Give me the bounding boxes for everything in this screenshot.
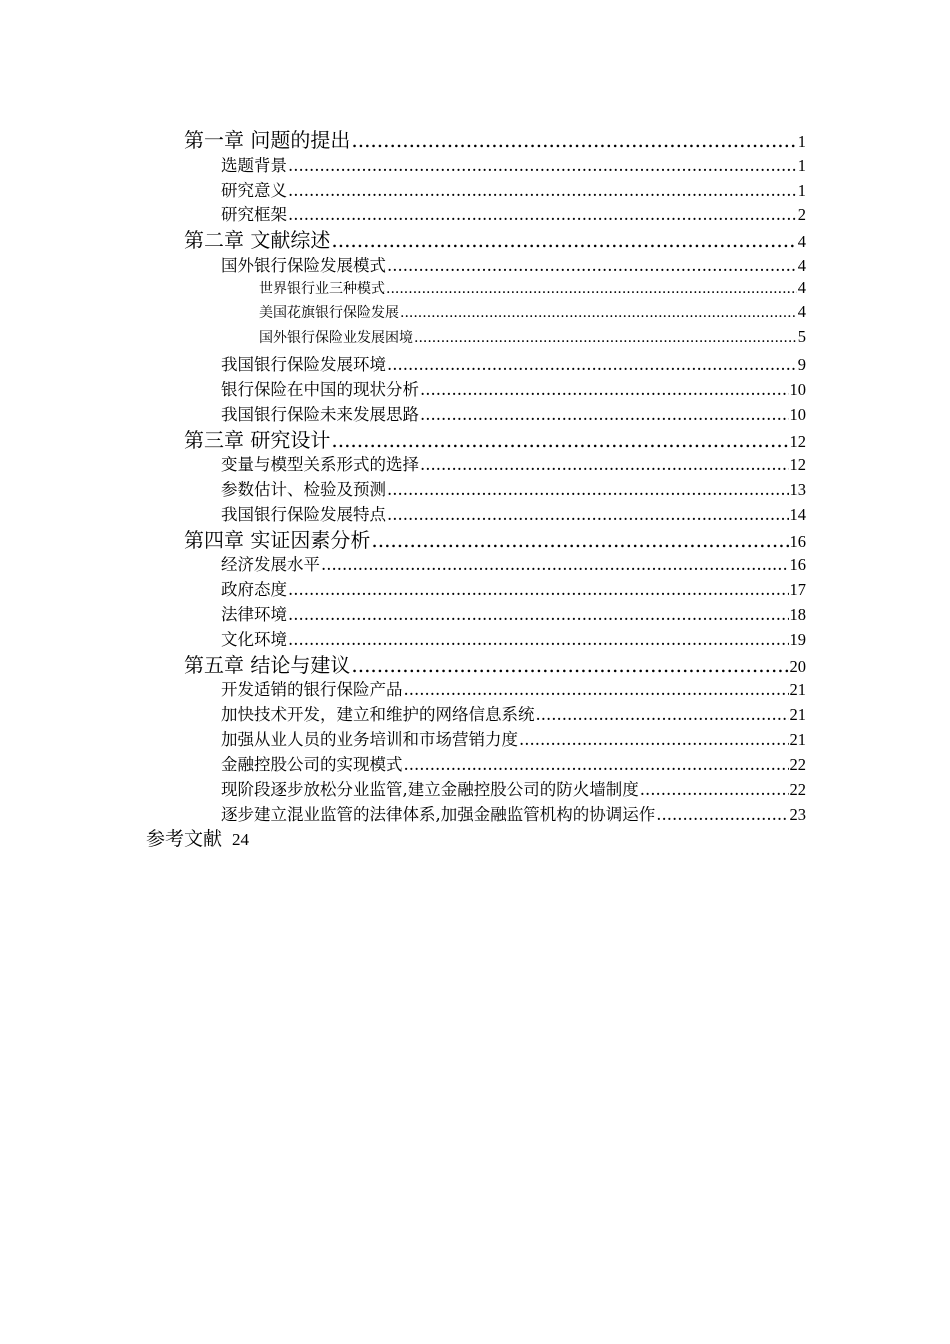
toc-entry-page: 2	[797, 205, 806, 224]
toc-entry-page: 9	[797, 355, 806, 374]
dot-leader	[288, 605, 789, 624]
toc-entry[interactable]	[221, 551, 806, 575]
toc-entry[interactable]	[221, 726, 806, 750]
dot-leader	[351, 653, 788, 677]
references-page: 24	[232, 830, 250, 849]
toc-entry-title: 开发适销的银行保险产品	[221, 680, 403, 699]
dot-leader	[387, 480, 789, 499]
toc-entry-page: 21	[789, 680, 806, 699]
toc-entry-page: 4	[797, 232, 806, 251]
toc-entry-title: 研究意义	[221, 181, 287, 200]
toc-entry-page: 20	[789, 657, 806, 676]
dot-leader	[387, 256, 797, 275]
toc-entry-page: 10	[789, 380, 806, 399]
dot-leader	[288, 181, 797, 200]
toc-entry[interactable]	[221, 152, 806, 176]
toc-entry-title: 文化环境	[221, 630, 287, 649]
dot-leader	[321, 555, 789, 574]
toc-entry[interactable]	[221, 676, 806, 700]
toc-entry[interactable]	[221, 576, 806, 600]
toc-entry-title: 加强从业人员的业务培训和市场营销力度	[221, 730, 518, 749]
toc-entry-title: 世界银行业三种模式	[259, 281, 385, 297]
toc-entry-title: 第一章 问题的提出	[184, 128, 351, 152]
toc-entry-title: 法律环境	[221, 605, 287, 624]
toc-entry-title: 国外银行保险发展模式	[221, 256, 386, 275]
dot-leader	[404, 755, 789, 774]
toc-entry[interactable]	[221, 351, 806, 375]
toc-entry-page: 4	[797, 256, 806, 275]
toc-entry-page: 22	[789, 780, 806, 799]
toc-entry-page: 22	[789, 755, 806, 774]
dot-leader	[288, 630, 789, 649]
dot-leader	[420, 455, 789, 474]
toc-entry-page: 17	[789, 580, 806, 599]
toc-entry-page: 13	[789, 480, 806, 499]
toc-entry-chapter-4[interactable]	[184, 524, 806, 553]
toc-entry-page: 5	[797, 327, 806, 346]
toc-entry-title: 第四章 实证因素分析	[184, 528, 371, 552]
toc-entry-title: 第三章 研究设计	[184, 428, 331, 452]
toc-entry-title: 我国银行保险发展特点	[221, 505, 386, 524]
toc-entry-page: 14	[789, 505, 806, 524]
toc-entry-title: 金融控股公司的实现模式	[221, 755, 403, 774]
toc-entry-page: 10	[789, 405, 806, 424]
dot-leader	[288, 156, 797, 175]
dot-leader	[386, 281, 797, 297]
toc-entry-title: 经济发展水平	[221, 555, 320, 574]
toc-entry-page: 12	[789, 432, 806, 451]
toc-entry[interactable]	[221, 801, 806, 825]
toc-entry-page: 16	[789, 532, 806, 551]
toc-entry-page: 1	[797, 181, 806, 200]
toc-entry-sub[interactable]	[259, 278, 806, 298]
toc-entry-title: 第五章 结论与建议	[184, 653, 351, 677]
toc-entry[interactable]	[221, 701, 806, 725]
toc-entry-title: 国外银行保险业发展困境	[259, 330, 413, 346]
toc-entry-page: 21	[789, 705, 806, 724]
toc-entry[interactable]	[221, 401, 806, 425]
toc-entry-title: 我国银行保险发展环境	[221, 355, 386, 374]
toc-entry-title: 银行保险在中国的现状分析	[221, 380, 419, 399]
toc-entry-chapter-1[interactable]	[184, 124, 806, 153]
dot-leader	[404, 680, 789, 699]
toc-entry-page: 4	[797, 302, 806, 321]
toc-entry-title: 现阶段逐步放松分业监管,建立金融控股公司的防火墙制度	[221, 780, 639, 799]
dot-leader	[400, 305, 797, 321]
dot-leader	[656, 805, 788, 824]
toc-entry[interactable]	[221, 501, 806, 525]
dot-leader	[351, 128, 796, 152]
toc-entry-page: 1	[797, 132, 806, 151]
toc-entry-chapter-5[interactable]	[184, 649, 806, 678]
dot-leader	[331, 428, 788, 452]
toc-entry-title: 第二章 文献综述	[184, 228, 331, 252]
toc-entry-page: 23	[789, 805, 806, 824]
toc-entry-title: 加快技术开发，建立和维护的网络信息系统	[221, 705, 535, 724]
toc-entry[interactable]	[221, 177, 806, 201]
dot-leader	[640, 780, 789, 799]
toc-entry-title: 我国银行保险未来发展思路	[221, 405, 419, 424]
toc-entry-title: 参数估计、检验及预测	[221, 480, 386, 499]
dot-leader	[519, 730, 789, 749]
toc-entry-page: 19	[789, 630, 806, 649]
toc-entry-title: 政府态度	[221, 580, 287, 599]
toc-entry-chapter-3[interactable]	[184, 424, 806, 453]
toc-entry[interactable]	[221, 626, 806, 650]
dot-leader	[288, 580, 789, 599]
toc-entry-title: 选题背景	[221, 156, 287, 175]
dot-leader	[536, 705, 789, 724]
references-title: 参考文献	[146, 828, 223, 850]
toc-entry-sub[interactable]	[259, 302, 806, 322]
dot-leader	[288, 205, 797, 224]
toc-entry[interactable]	[221, 252, 806, 276]
toc-entry[interactable]	[221, 751, 806, 775]
toc-entry-title: 美国花旗银行保险发展	[259, 305, 399, 321]
dot-leader	[414, 330, 797, 346]
toc-entry-page: 1	[797, 156, 806, 175]
toc-entry-page: 16	[789, 555, 806, 574]
toc-entry[interactable]	[221, 601, 806, 625]
toc-entry-page: 4	[797, 278, 806, 297]
toc-entry-title: 变量与模型关系形式的选择	[221, 455, 419, 474]
toc-entry[interactable]	[221, 451, 806, 475]
toc-entry[interactable]	[221, 476, 806, 500]
dot-leader	[387, 505, 789, 524]
dot-leader	[387, 355, 797, 374]
dot-leader	[420, 405, 789, 424]
toc-entry-title: 研究框架	[221, 205, 287, 224]
toc-entry-references[interactable]	[146, 824, 249, 851]
toc-entry-sub[interactable]	[259, 327, 806, 347]
toc-entry-title: 逐步建立混业监管的法律体系,加强金融监管机构的协调运作	[221, 805, 656, 824]
toc-entry-page: 18	[789, 605, 806, 624]
toc-entry-page: 12	[789, 455, 806, 474]
toc-entry[interactable]	[221, 776, 806, 800]
toc-entry[interactable]	[221, 376, 806, 400]
toc-entry-page: 21	[789, 730, 806, 749]
dot-leader	[331, 228, 796, 252]
dot-leader	[371, 528, 788, 552]
toc-entry[interactable]	[221, 201, 806, 225]
toc-entry-chapter-2[interactable]	[184, 224, 806, 253]
dot-leader	[420, 380, 789, 399]
